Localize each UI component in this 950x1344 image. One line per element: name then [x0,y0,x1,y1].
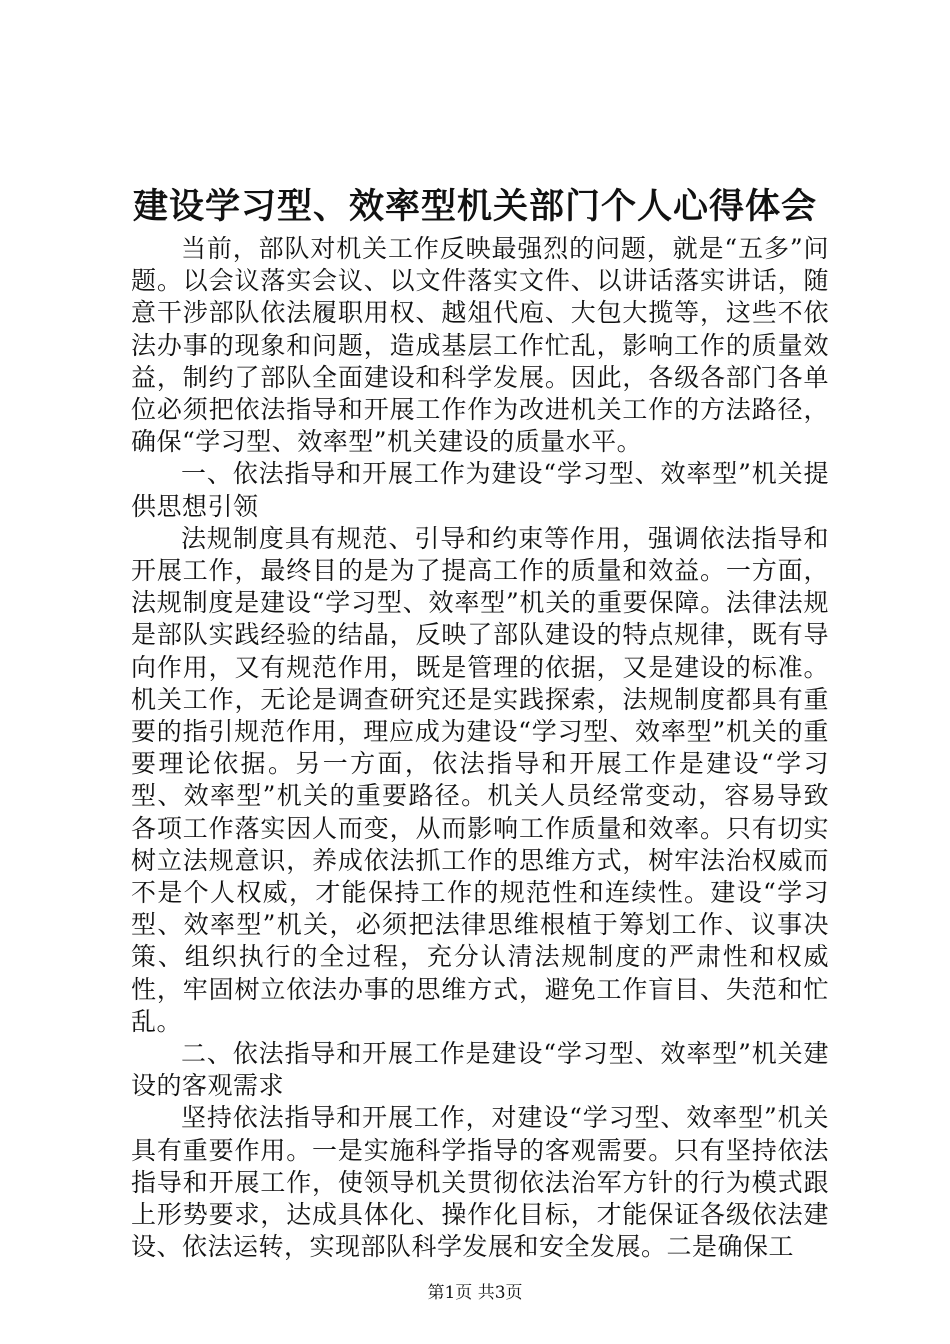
paragraph-intro: 当前，部队对机关工作反映最强烈的问题，就是“五多”问题。以会议落实会议、以文件落实文件、以讲话落实讲话，随意干涉部队依法履职用权、越俎代庖、大包大揽等，这些不依法办事的现象和问题，造成基层工作忙乱，影响工作的质量效益，制约了部队全面建设和科学发展。因此，各级各部门各单位必须把依法指导和开展工作作为改进机关工作的方法路径，确保“学习型、效率型”机关建设的质量水平。 [131,234,829,457]
page-number-footer: 第1页 共3页 [427,1283,523,1303]
document-title: 建设学习型、效率型机关部门个人心得体会 [132,186,817,227]
section-heading-2: 二、依法指导和开展工作是建设“学习型、效率型”机关建设的客观需求 [131,1039,829,1101]
document-body [131,233,829,1264]
section-heading-1: 一、依法指导和开展工作为建设“学习型、效率型”机关提供思想引领 [131,459,829,521]
paragraph-section-1: 法规制度具有规范、引导和约束等作用，强调依法指导和开展工作，最终目的是为了提高工作的质量和效益。一方面，法规制度是建设“学习型、效率型”机关的重要保障。法律法规是部队实践经验的结晶，反映了部队建设的特点规律，既有导向作用，又有规范作用，既是管理的依据，又是建设的标准。机关工作，无论是调查研究还是实践探索，法规制度都具有重要的指引规范作用，理应成为建设“学习型、效率型”机关的重要理论依据。另一方面，依法指导和开展工作是建设“学习型、效率型”机关的重要路径。机关人员经常变动，容易导致各项工作落实因人而变，从而影响工作质量和效率。只有切实树立法规意识，养成依法抓工作的思维方式，树牢法治权威而不是个人权威，才能保持工作的规范性和连续性。建设“学习型、效率型”机关，必须把法律思维根植于筹划工作、议事决策、组织执行的全过程，充分认清法规制度的严肃性和权威性，牢固树立依法办事的思维方式，避免工作盲目、失范和忙乱。 [131,523,829,1036]
paragraph-section-2: 坚持依法指导和开展工作，对建设“学习型、效率型”机关具有重要作用。一是实施科学指导的客观需要。只有坚持依法指导和开展工作，使领导机关贯彻依法治军方针的行为模式跟上形势要求，达成具体化、操作化目标，才能保证各级依法建设、依法运转，实现部队科学发展和安全发展。二是确保工 [131,1103,829,1262]
